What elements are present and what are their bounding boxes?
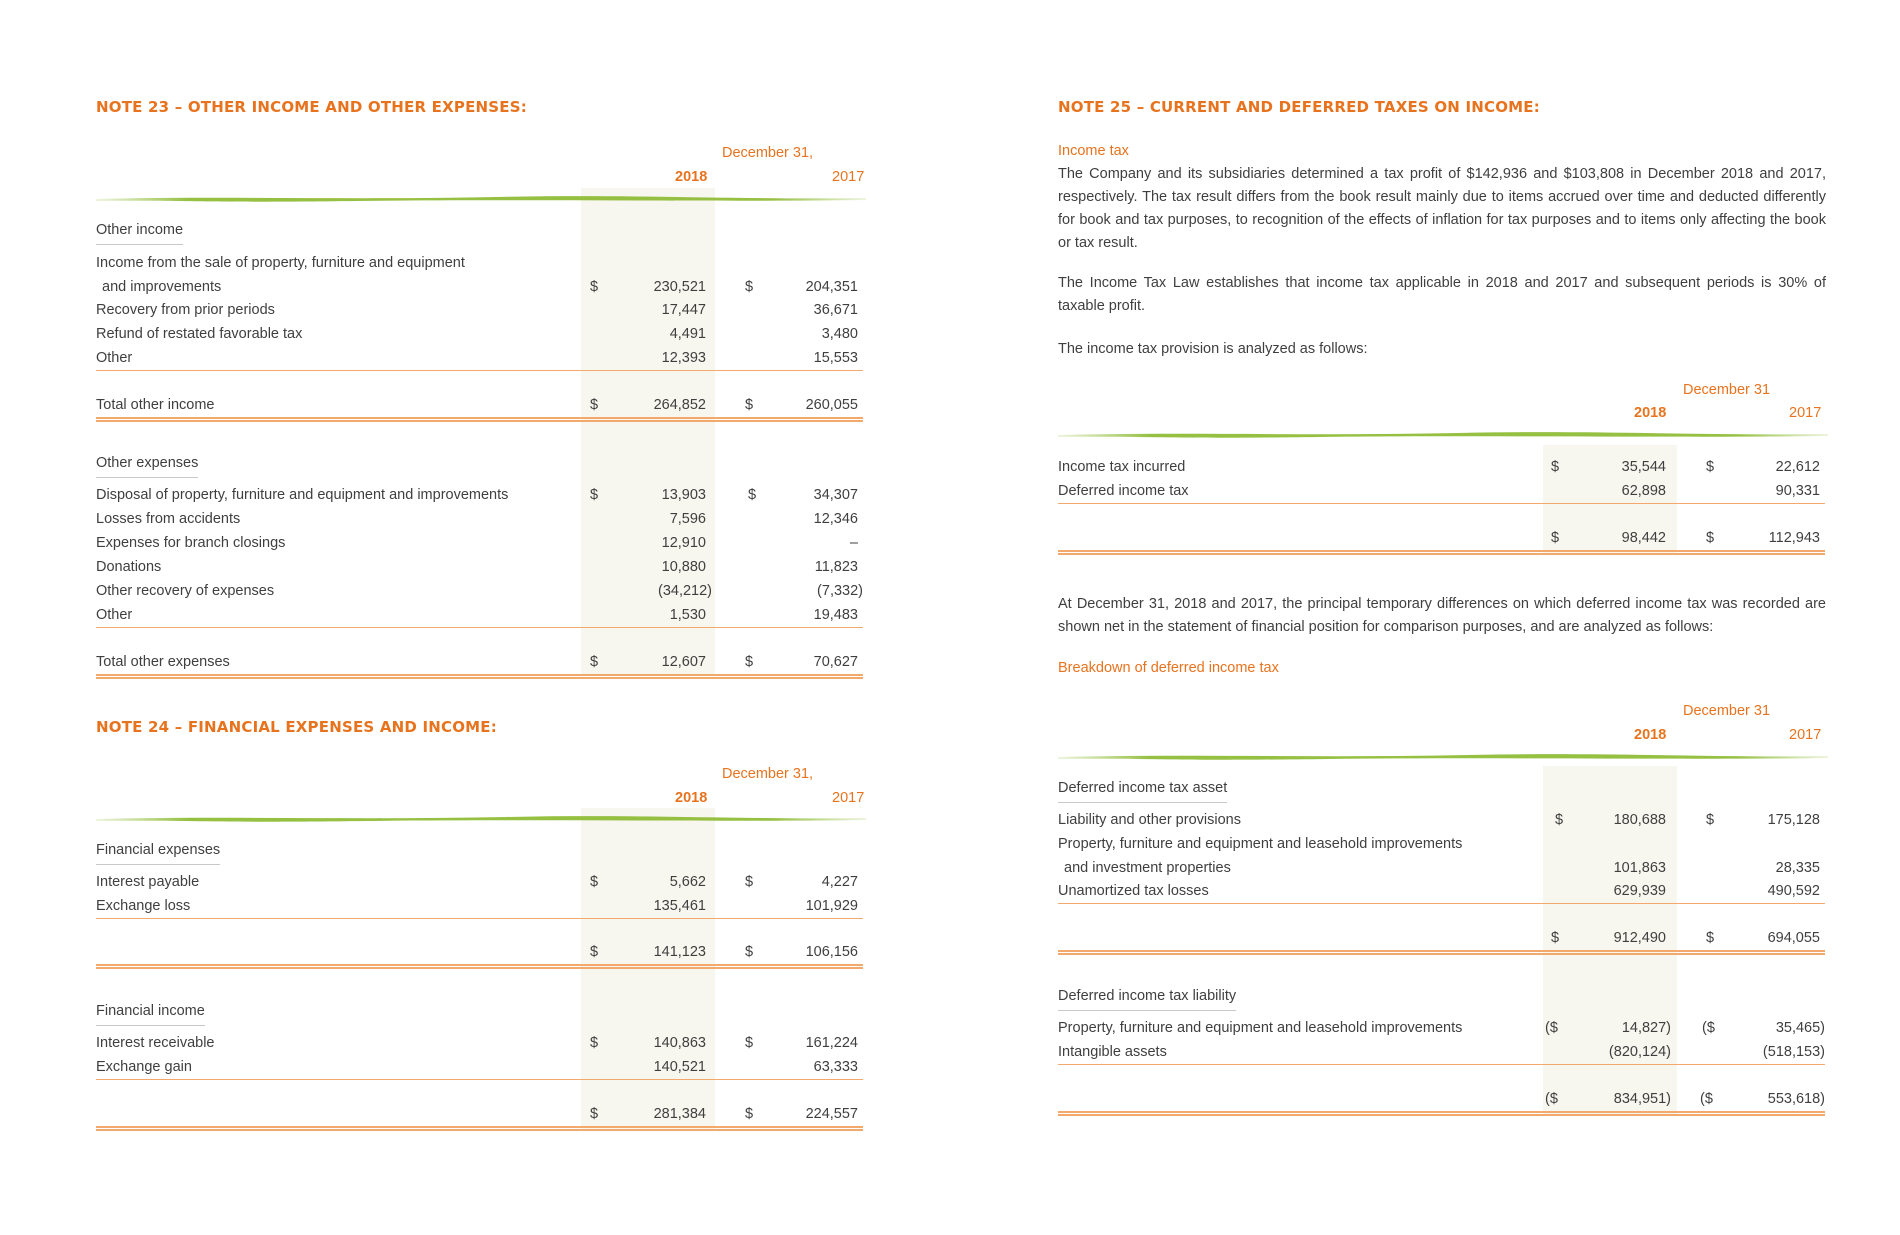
double-rule bbox=[1058, 1111, 1825, 1116]
value-2017: 15,553 bbox=[813, 350, 858, 366]
total-2017: 694,055 bbox=[1767, 930, 1820, 946]
currency-sign: $ bbox=[745, 944, 754, 960]
note-23-other-expenses-heading: Other expenses bbox=[96, 455, 198, 478]
total-2018: 141,123 bbox=[653, 944, 706, 960]
value-2017: 63,333 bbox=[813, 1059, 858, 1075]
note-25-deferred-asset-heading: Deferred income tax asset bbox=[1058, 780, 1227, 803]
currency-sign: $ bbox=[745, 1106, 754, 1122]
note-23-brush-divider bbox=[96, 193, 866, 203]
note-23-row-label: Other recovery of expenses bbox=[96, 583, 275, 599]
note-23-title: NOTE 23 – OTHER INCOME AND OTHER EXPENSES: bbox=[96, 98, 527, 116]
currency-sign: $ bbox=[1551, 530, 1560, 546]
double-rule bbox=[96, 674, 863, 679]
currency-sign: $ bbox=[1551, 930, 1560, 946]
total-2017: 260,055 bbox=[805, 397, 858, 413]
value-2017: 3,480 bbox=[821, 326, 858, 342]
note-24-row-label: Interest payable bbox=[96, 874, 200, 890]
value-2018: 17,447 bbox=[661, 302, 706, 318]
value-2017: 161,224 bbox=[805, 1035, 858, 1051]
total-2017: 224,557 bbox=[805, 1106, 858, 1122]
value-2018: (820,124) bbox=[1608, 1044, 1671, 1060]
note-25-year-2017: 2017 bbox=[1789, 405, 1822, 421]
note-25-deferred-year-2017: 2017 bbox=[1789, 727, 1822, 743]
note-23-shade-column bbox=[581, 188, 715, 674]
note-25-row-label: Liability and other provisions bbox=[1058, 812, 1241, 828]
value-2018: 140,863 bbox=[653, 1035, 706, 1051]
rule bbox=[1058, 903, 1825, 904]
value-2017: – bbox=[849, 535, 858, 551]
note-24-row-label: Exchange gain bbox=[96, 1059, 192, 1075]
note-23-row-label: Other bbox=[96, 607, 133, 623]
value-2017: 28,335 bbox=[1775, 860, 1820, 876]
currency-sign: $ bbox=[745, 397, 754, 413]
note-24-financial-income-heading: Financial income bbox=[96, 1003, 205, 1026]
value-2017: 101,929 bbox=[805, 898, 858, 914]
note-23-row-label: Disposal of property, furniture and equipment and improvements bbox=[96, 487, 509, 503]
currency-sign: $ bbox=[1706, 459, 1715, 475]
value-2017: 175,128 bbox=[1767, 812, 1820, 828]
double-rule bbox=[96, 1126, 863, 1131]
currency-sign: $ bbox=[590, 874, 599, 890]
note-23-row-label: Losses from accidents bbox=[96, 511, 241, 527]
note-23-total-expenses-label: Total other expenses bbox=[96, 654, 230, 670]
note-25-row-label: Unamortized tax losses bbox=[1058, 883, 1209, 899]
rule bbox=[1058, 503, 1825, 504]
currency-sign: ($ bbox=[1702, 1020, 1715, 1036]
currency-sign: $ bbox=[590, 944, 599, 960]
note-25-paragraph-1: The Company and its subsidiaries determined a tax profit of $142,936 and $103,808 in December 2018 and 2017, respectively. The tax result differs from the book result mainly due to items accrued over time and deducted differently for book and tax purposes, to recognition of the effects of inflation for tax purposes and to items only affecting the book or tax result. bbox=[1058, 166, 1826, 251]
note-24-shade-column bbox=[581, 808, 715, 1130]
note-25-row-label: Property, furniture and equipment and leasehold improvements bbox=[1058, 836, 1463, 852]
note-25-row-label: Intangible assets bbox=[1058, 1044, 1167, 1060]
value-2017: 36,671 bbox=[813, 302, 858, 318]
note-25-deferred-period-label: December 31 bbox=[1683, 703, 1771, 719]
note-24-brush-divider bbox=[96, 813, 866, 823]
note-25-title: NOTE 25 – CURRENT AND DEFERRED TAXES ON INCOME: bbox=[1058, 98, 1540, 116]
note-25-row-label: Deferred income tax bbox=[1058, 483, 1189, 499]
value-2017: 11,823 bbox=[814, 559, 858, 575]
value-2018: 135,461 bbox=[653, 898, 706, 914]
total-2017: 70,627 bbox=[813, 654, 858, 670]
rule bbox=[96, 370, 863, 371]
note-25-deferred-year-2018: 2018 bbox=[1634, 727, 1667, 743]
note-25-subtitle-income-tax: Income tax bbox=[1058, 143, 1129, 159]
value-2018: 629,939 bbox=[1613, 883, 1666, 899]
note-23-row-label: Expenses for branch closings bbox=[96, 535, 286, 551]
note-23-year-2018: 2018 bbox=[675, 169, 708, 185]
note-23-total-income-label: Total other income bbox=[96, 397, 215, 413]
value-2018: 1,530 bbox=[669, 607, 706, 623]
note-24-year-2018: 2018 bbox=[675, 790, 708, 806]
note-24-financial-expenses-heading: Financial expenses bbox=[96, 842, 220, 865]
currency-sign: $ bbox=[1706, 530, 1715, 546]
value-2017: 34,307 bbox=[813, 487, 858, 503]
currency-sign: $ bbox=[745, 1035, 754, 1051]
note-25-row-label: Property, furniture and equipment and leasehold improvements bbox=[1058, 1020, 1463, 1036]
value-2017: (7,332) bbox=[817, 583, 863, 599]
currency-sign: $ bbox=[590, 397, 599, 413]
value-2018: 62,898 bbox=[1621, 483, 1666, 499]
note-25-paragraph-2: The Income Tax Law establishes that income tax applicable in 2018 and 2017 and subsequent periods is 30% of taxable profit. bbox=[1058, 275, 1826, 314]
currency-sign: $ bbox=[1706, 812, 1715, 828]
value-2018: 35,544 bbox=[1621, 459, 1666, 475]
value-2017: 204,351 bbox=[805, 279, 858, 295]
total-2018: 264,852 bbox=[653, 397, 706, 413]
value-2018: 10,880 bbox=[661, 559, 706, 575]
value-2017: 4,227 bbox=[821, 874, 858, 890]
note-25-breakdown-title: Breakdown of deferred income tax bbox=[1058, 660, 1279, 676]
total-2018: 834,951) bbox=[1613, 1091, 1671, 1107]
note-25-year-2018: 2018 bbox=[1634, 405, 1667, 421]
total-2018: 912,490 bbox=[1613, 930, 1666, 946]
value-2017: 90,331 bbox=[1775, 483, 1820, 499]
note-25-paragraph-3: The income tax provision is analyzed as follows: bbox=[1058, 341, 1368, 357]
currency-sign: $ bbox=[590, 1106, 599, 1122]
value-2018: 7,596 bbox=[669, 511, 706, 527]
double-rule bbox=[1058, 550, 1825, 555]
value-2018: 140,521 bbox=[653, 1059, 706, 1075]
value-2017: (518,153) bbox=[1762, 1044, 1825, 1060]
note-25-row-label: Income tax incurred bbox=[1058, 459, 1186, 475]
note-23-row-label: Donations bbox=[96, 559, 162, 575]
currency-sign: $ bbox=[745, 874, 754, 890]
total-2017: 112,943 bbox=[1768, 530, 1820, 546]
note-23-row-label: Recovery from prior periods bbox=[96, 302, 275, 318]
currency-sign: $ bbox=[745, 654, 754, 670]
value-2018: 101,863 bbox=[1613, 860, 1666, 876]
value-2018: 12,393 bbox=[661, 350, 706, 366]
total-2017: 106,156 bbox=[805, 944, 858, 960]
currency-sign: ($ bbox=[1700, 1091, 1713, 1107]
note-24-period-label: December 31, bbox=[722, 766, 814, 782]
total-2018: 281,384 bbox=[653, 1106, 706, 1122]
note-23-row-label: Refund of restated favorable tax bbox=[96, 326, 303, 342]
currency-sign: $ bbox=[1551, 459, 1560, 475]
note-23-row-label: and improvements bbox=[102, 279, 222, 295]
value-2018: 180,688 bbox=[1613, 812, 1666, 828]
total-2018: 98,442 bbox=[1621, 530, 1666, 546]
double-rule bbox=[1058, 950, 1825, 955]
currency-sign: $ bbox=[745, 279, 754, 295]
currency-sign: $ bbox=[590, 487, 599, 503]
value-2018: 13,903 bbox=[661, 487, 706, 503]
value-2017: 490,592 bbox=[1767, 883, 1820, 899]
value-2017: 35,465) bbox=[1775, 1020, 1825, 1036]
value-2018: 5,662 bbox=[669, 874, 706, 890]
currency-sign: ($ bbox=[1545, 1091, 1558, 1107]
currency-sign: ($ bbox=[1545, 1020, 1558, 1036]
currency-sign: $ bbox=[590, 1035, 599, 1051]
note-25-brush-divider bbox=[1058, 429, 1828, 439]
rule bbox=[96, 918, 863, 919]
note-24-title: NOTE 24 – FINANCIAL EXPENSES AND INCOME: bbox=[96, 718, 497, 736]
rule bbox=[1058, 1064, 1825, 1065]
total-2017: 553,618) bbox=[1767, 1091, 1825, 1107]
value-2018: 230,521 bbox=[653, 279, 706, 295]
note-24-row-label: Exchange loss bbox=[96, 898, 191, 914]
note-25-row-label: and investment properties bbox=[1064, 860, 1231, 876]
currency-sign: $ bbox=[1555, 812, 1564, 828]
currency-sign: $ bbox=[590, 654, 599, 670]
note-24-row-label: Interest receivable bbox=[96, 1035, 215, 1051]
currency-sign: $ bbox=[1706, 930, 1715, 946]
note-23-year-2017: 2017 bbox=[832, 169, 865, 185]
note-23-row-label: Other bbox=[96, 350, 133, 366]
value-2018: (34,212) bbox=[657, 583, 712, 599]
value-2017: 22,612 bbox=[1775, 459, 1820, 475]
currency-sign: $ bbox=[748, 487, 757, 503]
double-rule bbox=[96, 964, 863, 969]
note-25-deferred-brush-divider bbox=[1058, 751, 1828, 761]
value-2018: 14,827) bbox=[1621, 1020, 1671, 1036]
double-rule bbox=[96, 417, 863, 422]
note-25-deferred-liability-heading: Deferred income tax liability bbox=[1058, 988, 1236, 1011]
note-25-paragraph-4: At December 31, 2018 and 2017, the principal temporary differences on which deferred income tax was recorded are shown net in the statement of financial position for comparison purposes, and are analyzed as follows: bbox=[1058, 596, 1826, 635]
note-23-other-income-heading: Other income bbox=[96, 222, 183, 245]
note-25-period-label: December 31 bbox=[1683, 382, 1771, 398]
total-2018: 12,607 bbox=[661, 654, 706, 670]
value-2018: 4,491 bbox=[669, 326, 706, 342]
value-2018: 12,910 bbox=[661, 535, 706, 551]
note-23-row-label: Income from the sale of property, furniture and equipment bbox=[96, 255, 465, 271]
note-24-year-2017: 2017 bbox=[832, 790, 865, 806]
value-2017: 12,346 bbox=[813, 511, 858, 527]
note-23-period-label: December 31, bbox=[722, 145, 814, 161]
rule bbox=[96, 1079, 863, 1080]
currency-sign: $ bbox=[590, 279, 599, 295]
rule bbox=[96, 627, 863, 628]
value-2017: 19,483 bbox=[813, 607, 858, 623]
